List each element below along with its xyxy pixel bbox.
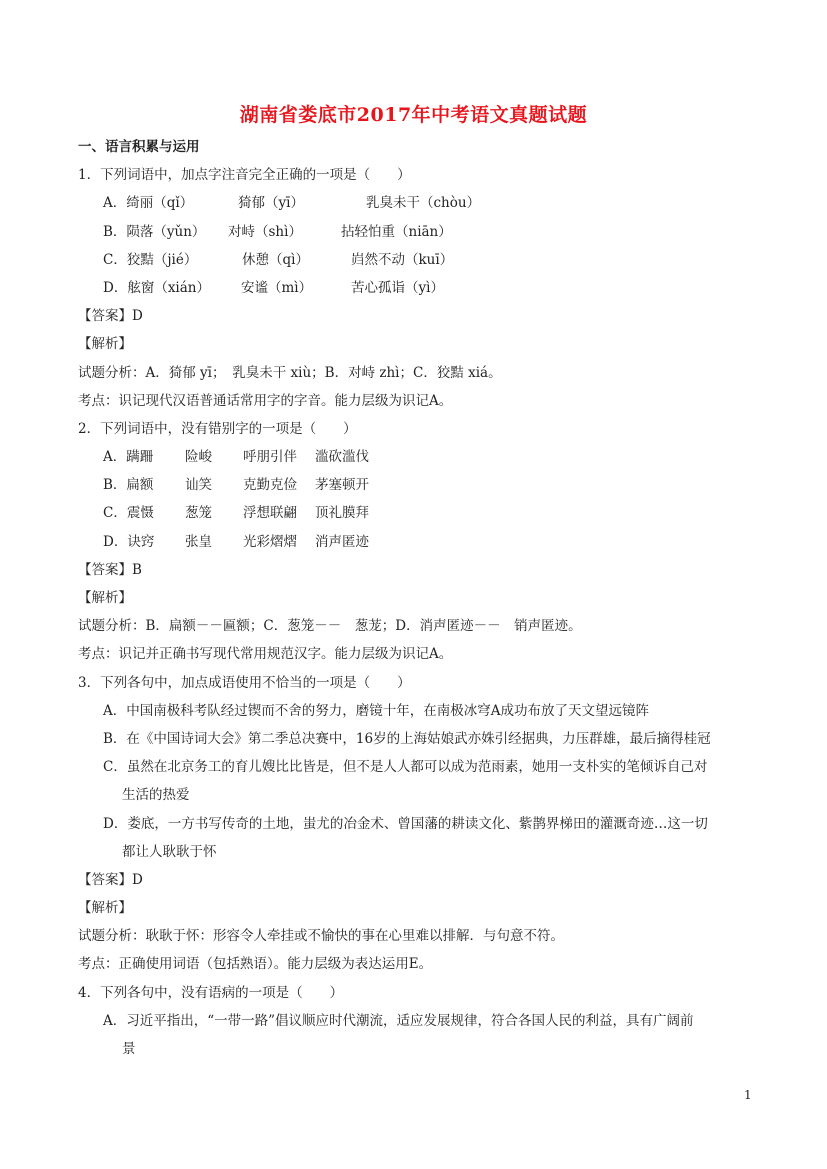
q3-answer: 【答案】D — [78, 871, 143, 888]
q3-analysis: 试题分析：耿耿于怀：形容令人牵挂或不愉快的事在心里难以排解．与句意不符。 — [78, 928, 564, 945]
q2-b-word3: 克勤克俭 — [243, 477, 297, 494]
q1-c-word1: C．狡黠（jié） — [103, 251, 198, 268]
q1-option-a — [78, 189, 768, 217]
q2-c-word4: 顶礼膜拜 — [315, 505, 369, 522]
q1-b-word2: 对峙（shì） — [228, 223, 302, 240]
q4-option-a: A．习近平指出，“一带一路”倡议顺应时代潮流，适应发展规律，符合各国人民的利益，具有广阔前 — [103, 1012, 694, 1029]
q2-analysis-label: 【解析】 — [78, 590, 132, 606]
exam-content — [78, 133, 768, 1063]
q2-a-word4: 滥砍滥伐 — [315, 449, 369, 466]
question-1-stem: 1．下列词语中，加点字注音完全正确的一项是（ ） — [78, 167, 411, 184]
q1-b-word3: 拈轻怕重（niān） — [341, 223, 452, 240]
q2-a-word3: 呼朋引伴 — [243, 449, 297, 466]
q2-option-a — [78, 443, 768, 471]
q2-a-word2: 险峻 — [185, 449, 212, 466]
q1-a-word2: 猗郁（yī） — [238, 195, 304, 212]
q2-point: 考点：识记并正确书写现代常用规范汉字。能力层级为识记A。 — [78, 646, 453, 663]
q3-analysis-label: 【解析】 — [78, 900, 132, 917]
q2-d-word4: 消声匿迹 — [315, 533, 369, 550]
q2-d-word1: D．诀窍 — [103, 533, 155, 550]
q3-point: 考点：正确使用词语（包括熟语）。能力层级为表达运用E。 — [78, 956, 433, 973]
q3-option-a: A．中国南极科考队经过锲而不舍的努力，磨镜十年，在南极冰穹A成功布放了天文望远镜阵 — [103, 702, 649, 719]
q1-c-word3: 岿然不动（kuī） — [351, 251, 454, 268]
q1-d-word2: 安谧（mì） — [241, 279, 313, 296]
section-heading: 一、语言积累与运用 — [78, 139, 200, 155]
q1-c-word2: 休憩（qì） — [242, 251, 309, 268]
q2-d-word3: 光彩熠熠 — [243, 533, 297, 550]
q1-answer: 【答案】D — [78, 308, 143, 325]
page-number: 1 — [744, 1088, 752, 1102]
q3-option-c-cont: 生活的热爱 — [122, 787, 190, 804]
q1-a-word3: 乳臭未干（chòu） — [366, 195, 481, 212]
q2-a-word1: A．蹒跚 — [103, 449, 154, 466]
q1-option-b — [78, 218, 768, 246]
q3-option-d-cont: 都让人耿耿于怀 — [122, 843, 217, 860]
question-3-stem: 3．下列各句中，加点成语使用不恰当的一项是（ ） — [78, 674, 411, 691]
q1-b-word1: B．陨落（yǔn） — [103, 223, 206, 240]
q2-option-d — [78, 528, 768, 556]
q2-d-word2: 张皇 — [185, 533, 212, 550]
question-4-stem: 4．下列各句中，没有语病的一项是（ ） — [78, 984, 344, 1001]
q1-a-word1: A．绮丽（qǐ） — [103, 195, 194, 212]
q1-point: 考点：识记现代汉语普通话常用字的字音。能力层级为识记A。 — [78, 392, 453, 409]
q2-b-word4: 茅塞顿开 — [315, 477, 369, 494]
q2-c-word1: C．震慑 — [103, 505, 154, 522]
q4-option-a-cont: 景 — [122, 1041, 136, 1057]
q1-analysis-label: 【解析】 — [78, 336, 132, 353]
question-2-stem: 2．下列词语中，没有错别字的一项是（ ） — [78, 420, 357, 437]
q2-b-word2: 讪笑 — [185, 477, 212, 494]
q2-option-b — [78, 471, 768, 499]
q1-d-word3: 苦心孤诣（yì） — [351, 279, 444, 296]
q2-option-c — [78, 499, 768, 527]
q2-analysis: 试题分析：B．扁额－－匾额；C．葱笼－－ 葱茏；D．消声匿迹－－ 销声匿迹。 — [78, 618, 582, 635]
q1-analysis: 试题分析：A．猗郁 yī； 乳臭未干 xiù；B．对峙 zhì；C．狡黠 xiá。 — [78, 364, 502, 381]
q3-option-d: D．娄底，一方书写传奇的土地，蚩尤的冶金术、曾国藩的耕读文化、紫鹊界梯田的灌溉奇迹…这一切 — [103, 815, 708, 832]
q2-b-word1: B．扁额 — [103, 477, 154, 494]
q2-answer: 【答案】B — [78, 561, 142, 578]
q2-c-word2: 葱笼 — [185, 505, 212, 522]
q1-d-word1: D．舷窗（xián） — [103, 279, 210, 296]
q1-option-d — [78, 274, 768, 302]
q3-option-b: B．在《中国诗词大会》第二季总决赛中，16岁的上海姑娘武亦姝引经据典，力压群雄，最后摘得桂冠 — [103, 730, 711, 747]
q3-option-c: C．虽然在北京务工的育儿嫂比比皆是，但不是人人都可以成为范雨素，她用一支朴实的笔倾诉自己对 — [103, 759, 708, 776]
q2-c-word3: 浮想联翩 — [243, 505, 297, 522]
page-title: 湖南省娄底市2017年中考语文真题试题 — [239, 104, 588, 126]
q1-option-c — [78, 246, 768, 274]
